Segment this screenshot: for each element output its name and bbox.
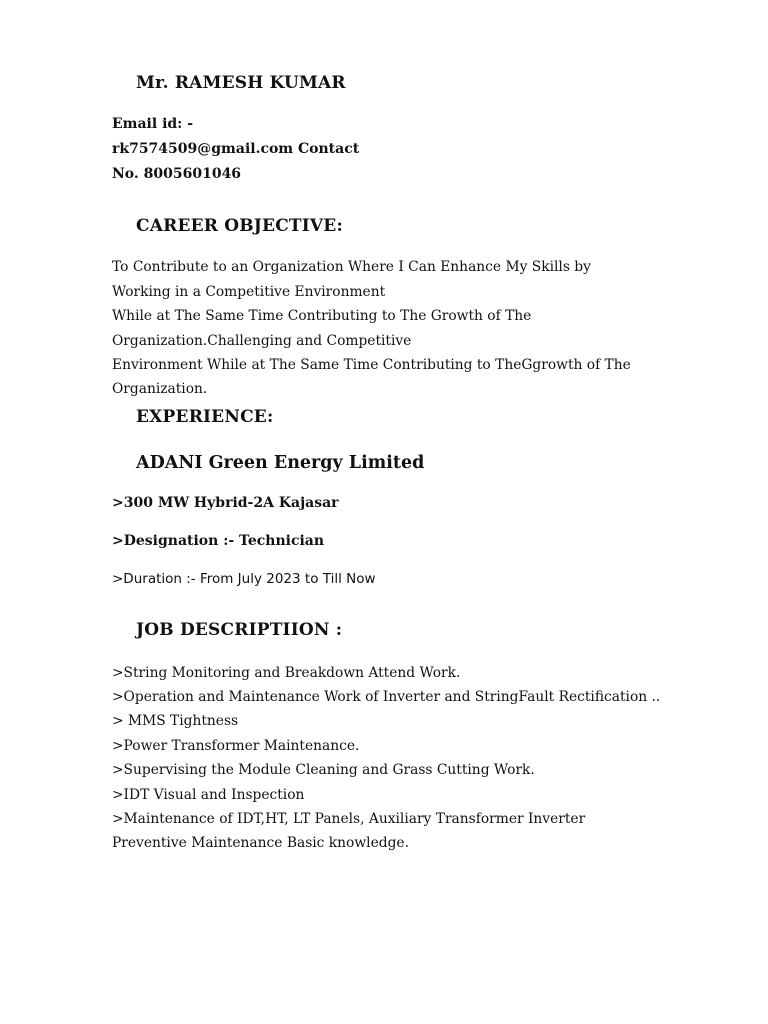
objective-line: Organization.Challenging and Competitive <box>112 333 412 349</box>
duration-line: >Duration :- From July 2023 to Till Now <box>112 571 376 587</box>
objective-line: Organization. <box>112 381 208 397</box>
job-duty-line: >IDT Visual and Inspection <box>112 787 305 803</box>
objective-line: Environment While at The Same Time Contributing to TheGgrowth of The <box>112 357 631 373</box>
project-line: >300 MW Hybrid-2A Kajasar <box>112 495 339 511</box>
designation-line: >Designation :- Technician <box>112 533 325 549</box>
job-duty-line: >String Monitoring and Breakdown Attend Work. <box>112 665 461 681</box>
candidate-name: Mr. RAMESH KUMAR <box>136 73 346 93</box>
job-duty-line: >Maintenance of IDT,HT, LT Panels, Auxiliary Transformer Inverter <box>112 811 586 827</box>
experience-heading: EXPERIENCE: <box>136 407 274 427</box>
job-description-heading: JOB DESCRIPTIION : <box>136 620 343 640</box>
objective-line: Working in a Competitive Environment <box>112 284 386 300</box>
job-duty-line: >Operation and Maintenance Work of Inverter and StringFault Rectification .. <box>112 689 661 705</box>
job-duty-line: > MMS Tightness <box>112 713 239 729</box>
email-contact-line: rk7574509@gmail.com Contact <box>112 141 360 157</box>
job-duty-line: >Power Transformer Maintenance. <box>112 738 360 754</box>
career-objective-heading: CAREER OBJECTIVE: <box>136 216 343 236</box>
phone-number: No. 8005601046 <box>112 166 242 182</box>
job-duty-line: >Supervising the Module Cleaning and Grass Cutting Work. <box>112 762 535 778</box>
objective-line: While at The Same Time Contributing to The Growth of The <box>112 308 532 324</box>
job-duty-line: Preventive Maintenance Basic knowledge. <box>112 835 409 851</box>
objective-line: To Contribute to an Organization Where I Can Enhance My Skills by <box>112 259 591 275</box>
company-name: ADANI Green Energy Limited <box>136 453 425 473</box>
email-label: Email id: - <box>112 116 194 132</box>
